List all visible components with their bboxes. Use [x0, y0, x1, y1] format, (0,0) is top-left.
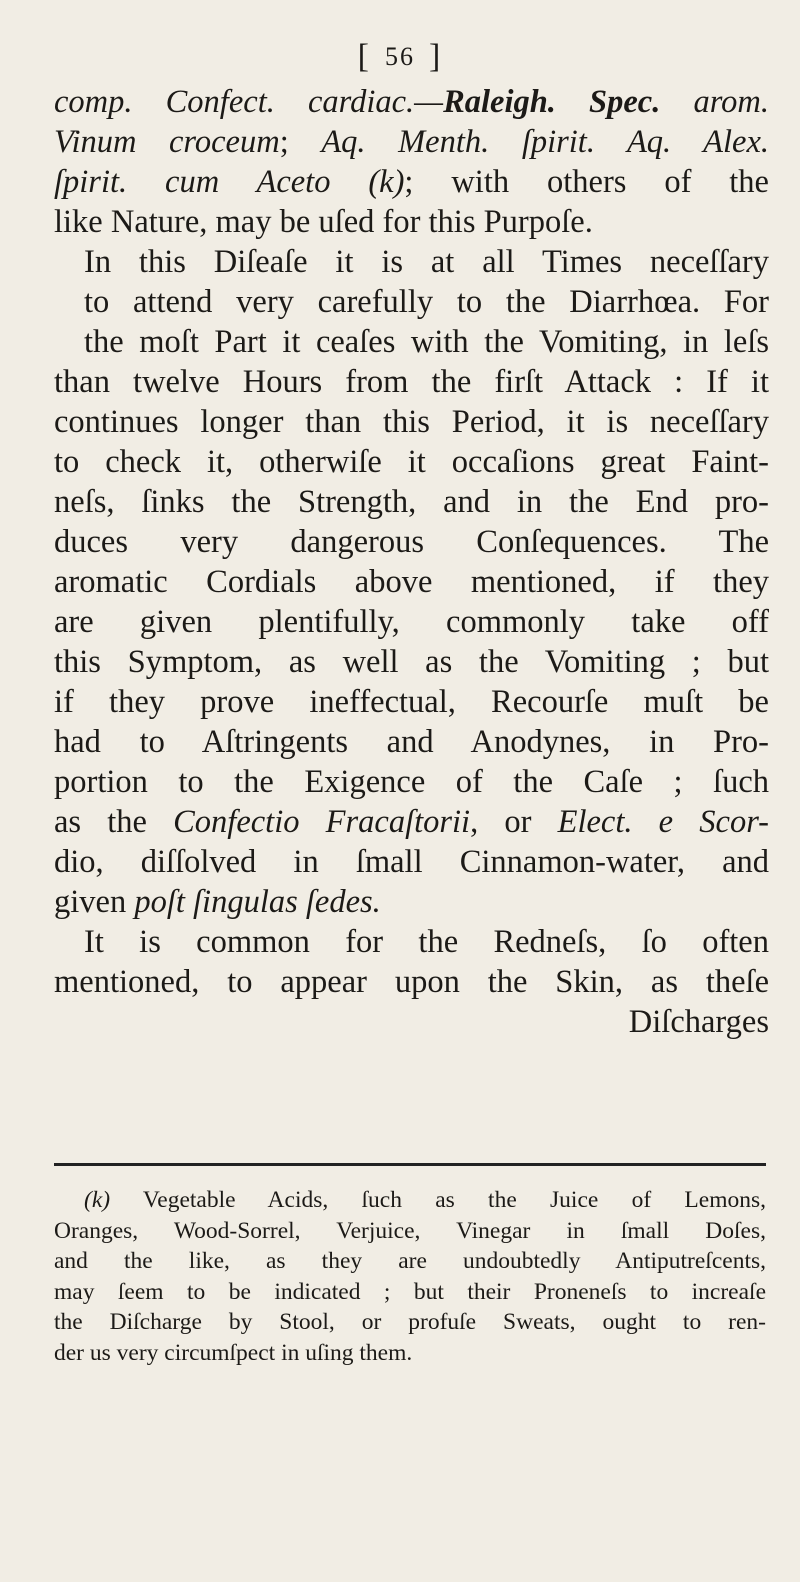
text-run: Confectio Fracaſtorii [173, 804, 471, 840]
footnote-line: der us very circumſpect in uſing them. [54, 1339, 413, 1366]
text-line: had to Aſtringents and Anodynes, in Pro- [54, 724, 769, 760]
text-run: as the [54, 804, 174, 840]
text-run: Vinum croceum [54, 124, 280, 160]
text-line [54, 882, 769, 922]
text-line: are given plentifully, commonly take off [54, 604, 769, 640]
footnote [54, 1185, 766, 1368]
text-run: Vegetable Acids, ſuch as the Juice of Lemons, [110, 1187, 766, 1213]
text-line [54, 162, 769, 202]
text-run: ; with others of the [404, 164, 769, 200]
text-line [54, 122, 769, 162]
footnote-divider [54, 1163, 766, 1166]
text-line: continues longer than this Period, it is neceſſary [54, 404, 769, 440]
page-header [0, 38, 800, 76]
text-run: ; [279, 124, 322, 160]
text-line: portion to the Exigence of the Caſe ; ſuch [54, 764, 769, 800]
footnote-line: Oranges, Wood-Sorrel, Verjuice, Vinegar in ſmall Doſes, [54, 1217, 766, 1244]
text-line [54, 82, 769, 122]
text-run: ſpirit. cum Aceto (k) [54, 164, 405, 200]
text-line: It is common for the Redneſs, ſo often [84, 924, 769, 960]
text-line: In this Diſeaſe it is at all Times neceſſary [84, 244, 769, 280]
text-line: if they prove ineffectual, Recourſe muſt be [54, 684, 769, 720]
text-line: like Nature, may be uſed for this Purpoſe. [54, 204, 593, 240]
footnote-line: and the like, as they are undoubtedly Antiputreſcents, [54, 1248, 766, 1274]
text-run: poſt ſingulas ſedes. [134, 884, 381, 920]
text-run: arom. [660, 84, 769, 120]
text-run: , or [470, 804, 558, 840]
text-run: given [54, 884, 135, 920]
header-right-bracket: ] [429, 38, 443, 75]
main-text [54, 82, 769, 1042]
text-run: Elect. e Scor- [557, 804, 770, 840]
text-line: mentioned, to appear upon the Skin, as theſe [54, 964, 769, 1000]
text-line: to attend very carefully to the Diarrhœa. For [84, 284, 769, 320]
text-line: aromatic Cordials above mentioned, if they [54, 564, 769, 600]
footnote-mark: (k) [84, 1187, 111, 1213]
header-left-bracket: [ [357, 38, 371, 75]
footnote-line: may ſeem to be indicated ; but their Proneneſs to increaſe [54, 1278, 766, 1305]
footnote-line [54, 1185, 766, 1216]
text-run: Raleigh. Spec. [443, 84, 661, 120]
text-line: than twelve Hours from the firſt Attack : If it [54, 364, 769, 400]
footnote-line: the Diſcharge by Stool, or profuſe Sweats, ought to ren- [54, 1309, 766, 1335]
catchword: Diſcharges [628, 1004, 769, 1040]
text-line: to check it, otherwiſe it occaſions great Faint- [54, 444, 769, 480]
text-line: duces very dangerous Conſequences. The [54, 524, 769, 560]
text-run: comp. Confect. cardiac.— [54, 84, 444, 120]
text-line: this Symptom, as well as the Vomiting ; but [54, 644, 769, 680]
text-line: dio, diſſolved in ſmall Cinnamon-water, and [54, 844, 769, 880]
page-number: 56 [385, 42, 415, 71]
text-line [54, 802, 769, 842]
text-line: neſs, ſinks the Strength, and in the End pro- [54, 484, 769, 520]
text-line: the moſt Part it ceaſes with the Vomiting, in leſs [84, 324, 769, 360]
text-run: Aq. Menth. ſpirit. Aq. Alex. [321, 124, 770, 160]
